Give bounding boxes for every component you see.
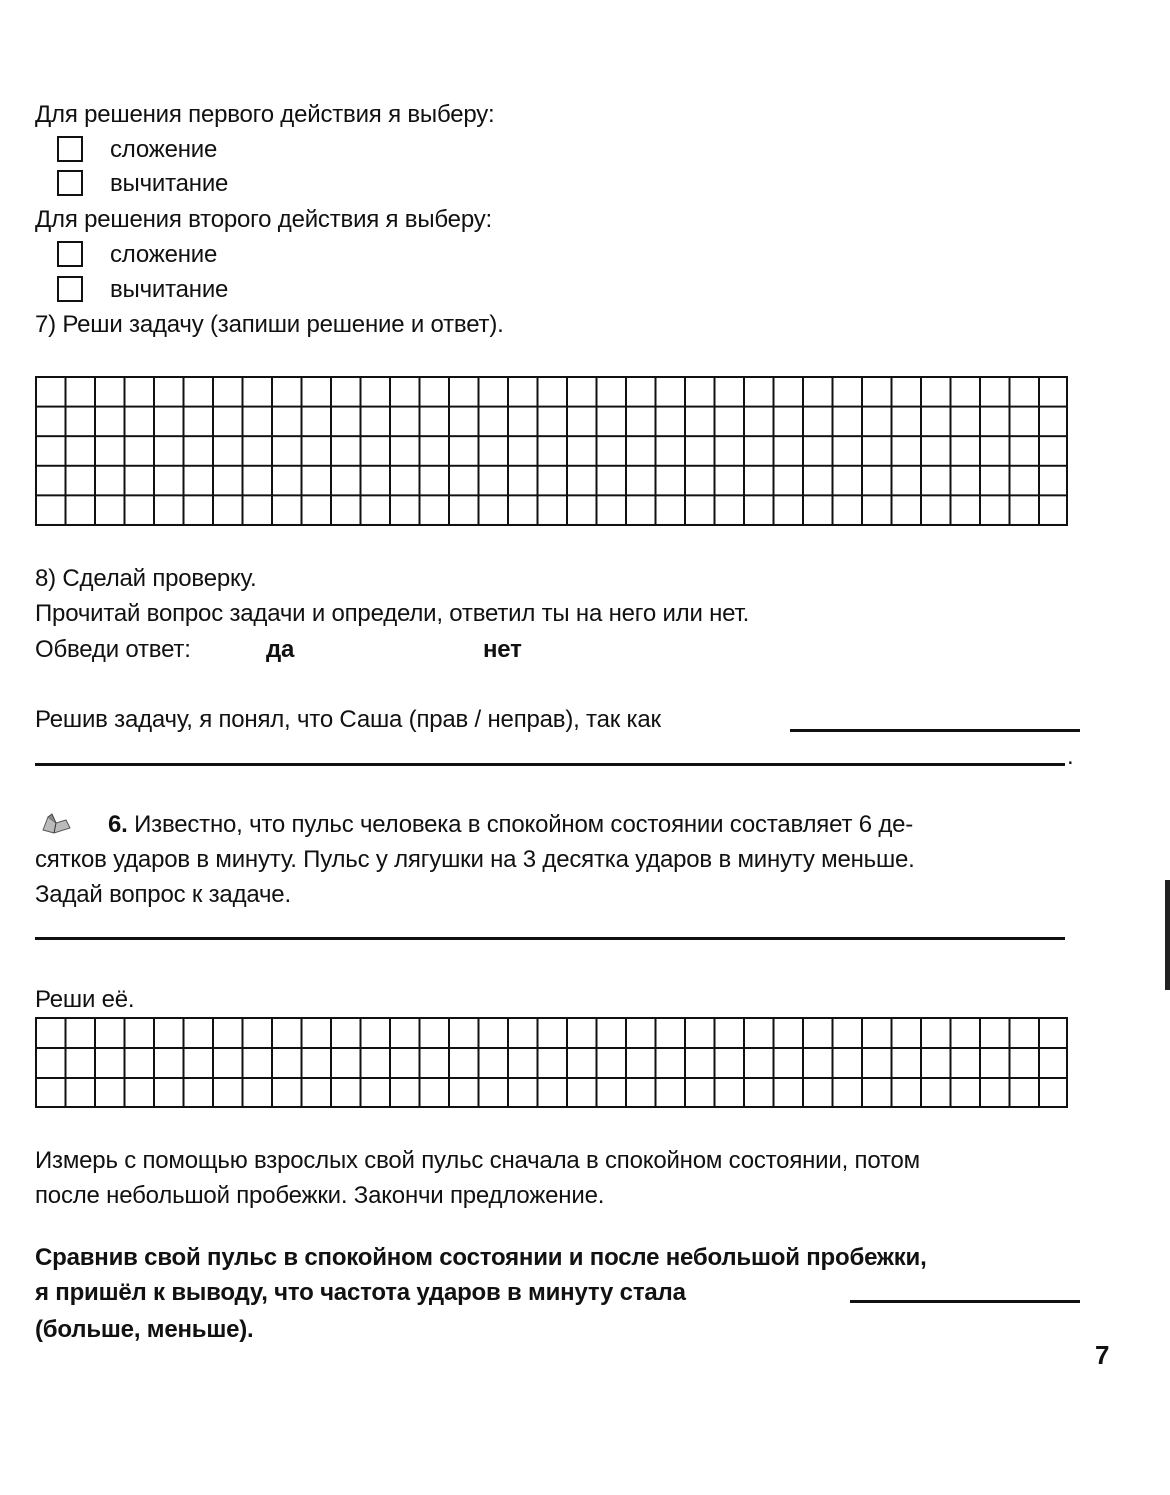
pulse-answer-line[interactable] [850, 1300, 1080, 1303]
checkbox-first-addition[interactable] [57, 136, 83, 162]
question-answer-line[interactable] [35, 937, 1065, 940]
step7-label: 7) Реши задачу (запиши решение и ответ). [35, 311, 504, 338]
task6-line1 [108, 811, 913, 839]
binding-edge-mark [1165, 880, 1170, 990]
book-icon [40, 812, 74, 836]
task-number: 6. [108, 811, 128, 838]
solution-grid-task6[interactable] [35, 1017, 1068, 1108]
first-action-prompt: Для решения первого действия я выберу: [35, 101, 495, 128]
second-action-prompt: Для решения второго действия я выберу: [35, 206, 492, 233]
answer-line-1[interactable] [790, 729, 1080, 732]
answer-yes[interactable]: да [266, 636, 295, 663]
measure-line2: после небольшой пробежки. Закончи предложение. [35, 1182, 605, 1209]
option-label: сложение [110, 241, 218, 268]
option-label: сложение [110, 136, 218, 163]
page-number: 7 [1095, 1340, 1110, 1370]
checkbox-first-subtraction[interactable] [57, 170, 83, 196]
end-punctuation: . [1067, 743, 1074, 770]
bold-line3: (больше, меньше). [35, 1316, 254, 1343]
answer-line-2[interactable] [35, 763, 1065, 766]
solution-grid-step7[interactable] [35, 376, 1068, 526]
answer-no[interactable]: нет [483, 636, 522, 663]
task6-line3: Задай вопрос к задаче. [35, 881, 291, 908]
task6-text-1: Известно, что пульс человека в спокойном состоянии составляет 6 де- [134, 811, 914, 838]
checkbox-second-addition[interactable] [57, 241, 83, 267]
step8-instruction: Прочитай вопрос задачи и определи, ответил ты на него или нет. [35, 600, 750, 627]
option-label: вычитание [110, 276, 229, 303]
measure-line1: Измерь с помощью взрослых свой пульс сначала в спокойном состоянии, потом [35, 1147, 920, 1174]
bold-line1: Сравнив свой пульс в спокойном состоянии и после небольшой пробежки, [35, 1244, 927, 1271]
circle-prompt: Обведи ответ: [35, 636, 191, 663]
checkbox-second-subtraction[interactable] [57, 276, 83, 302]
option-label: вычитание [110, 170, 229, 197]
task6-line2: сятков ударов в минуту. Пульс у лягушки на 3 десятка ударов в минуту меньше. [35, 846, 915, 873]
step8-label: 8) Сделай проверку. [35, 565, 257, 592]
solve-label: Реши её. [35, 986, 135, 1013]
bold-line2: я пришёл к выводу, что частота ударов в минуту стала [35, 1279, 686, 1306]
conclusion-text: Решив задачу, я понял, что Саша (прав / неправ), так как [35, 706, 661, 733]
